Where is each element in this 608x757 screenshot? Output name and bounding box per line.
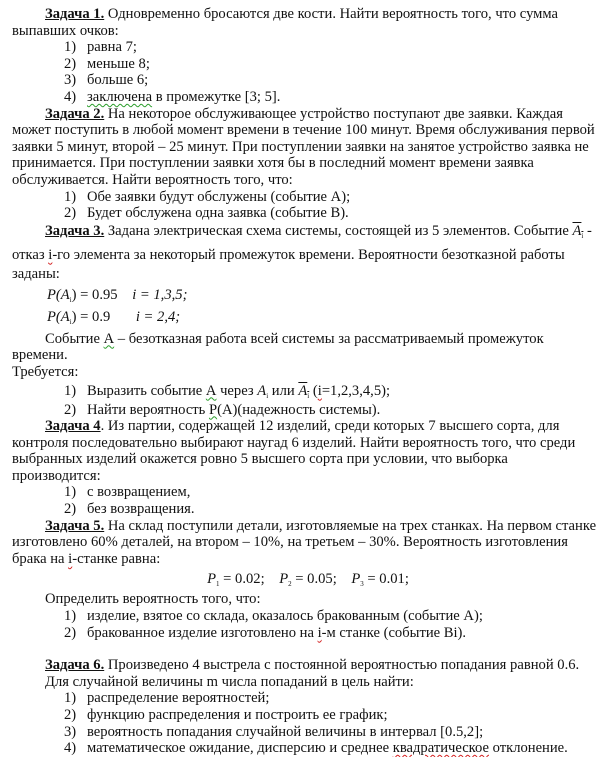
task-2-statement: Задача 2. На некоторое обслуживающее устройство поступают две заявки. Каждая может поступить в любой момент времени в течение 100 минут. Время обслуживания первой заявки 5 минут, второй – 25 минут. При поступлении заявки на занятое устройство заявка не принимается. При поступлении заявки хотя бы в последний момент времени заявка обслуживается. Найти вероятность того, что: xyxy=(12,105,595,188)
list-item: 1) равна 7; xyxy=(64,39,137,56)
spelling-mark: i xyxy=(68,550,73,567)
list-item: 1) Обе заявки будут обслужены (событие А); xyxy=(64,188,351,205)
task-6-statement: Задача 6. Произведено 4 выстрела с постоянной вероятностью попадания равной 0.6. Для случайной величины m числа попаданий в цель найти: xyxy=(45,657,580,690)
spelling-mark: i xyxy=(48,246,53,263)
spelling-mark: i xyxy=(317,382,322,399)
spacer xyxy=(0,641,608,657)
event-symbol: $A_i$ xyxy=(572,222,584,240)
task-4 xyxy=(0,418,608,518)
task-1-label: Задача 1. xyxy=(45,6,105,22)
grammar-mark: А xyxy=(205,382,217,399)
list-item: 2) меньше 8; xyxy=(64,55,150,72)
task-3 xyxy=(0,222,608,418)
formula-2: $P(A_i) = 0.9$ i = 2,4; xyxy=(47,308,181,326)
list-item: 1) Выразить событие А через $A_i$ или $A_i$ (i=1,2,3,4,5); xyxy=(64,382,391,400)
grammar-mark: Р xyxy=(208,401,218,418)
task-5-label: Задача 5. xyxy=(45,517,105,534)
task-5-list xyxy=(0,608,608,641)
grammar-mark: заключена xyxy=(87,88,153,105)
list-item: 2) бракованное изделие изготовлено на i-м станке (событие Вi). xyxy=(64,624,467,641)
list-item: 4) заключена в промежутке [3; 5]. xyxy=(64,88,281,105)
task-2 xyxy=(0,106,608,222)
list-item: 1) распределение вероятностей; xyxy=(64,690,270,707)
task-5-define: Определить вероятность того, что: xyxy=(45,591,261,608)
task-6-list xyxy=(0,690,608,756)
task-4-statement: Задача 4. Из партии, содержащей 12 изделий, среди которых 7 высшего сорта, для контроля последовательно выбирают наугад 6 изделий. Найти вероятность того, что среди выбранных изделий окажется ровно 5 высшего сорта при условии, что выборка производится: xyxy=(12,418,576,484)
task-1-statement: Задача 1. Одновременно бросаются две кости. Найти вероятность того, что сумма выпавших очков: xyxy=(12,6,559,39)
list-item: 3) больше 6; xyxy=(64,72,149,89)
list-item: 2) функцию распределения и построить ее график; xyxy=(64,707,388,723)
list-item: 2) без возвращения. xyxy=(64,501,195,518)
task-3-required: Требуется: xyxy=(12,363,79,380)
list-item: 4) математическое ожидание, дисперсию и среднее квадратическое отклонение. xyxy=(64,740,568,757)
task-3-statement: Задача 3. Задана электрическая схема системы, состоящей из 5 элементов. Событие $A_i$ - отказ i-го элемента за некоторый промежуток времени. Вероятности безотказной работы заданы: xyxy=(12,222,592,282)
task-2-list xyxy=(0,189,608,222)
list-item: 2) Будет обслужена одна заявка (событие В). xyxy=(64,205,349,222)
task-3-list xyxy=(0,381,608,419)
task-6-label: Задача 6. xyxy=(45,657,105,674)
spelling-mark: i xyxy=(317,624,322,641)
task-1-list xyxy=(0,39,608,105)
defect-probabilities: $P_1 = 0.02$; $P_2 = 0.05$; $P_3 = 0.01$; xyxy=(207,571,409,589)
list-item: 3) вероятность попадания случайной величины в интервал [0.5,2]; xyxy=(64,723,484,740)
task-4-list xyxy=(0,484,608,517)
task-3-event: Событие А – безотказная работа всей системы за рассматриваемый промежуток времени. xyxy=(12,330,544,364)
task-4-label: Задача 4 xyxy=(45,418,101,435)
task-5-statement: Задача 5. На склад поступили детали, изготовляемые на трех станках. На первом станке изготовлено 60% деталей, на втором – 10%, на третьем – 30%. Вероятность изготовления брака на i-станке равна: xyxy=(12,517,597,567)
list-item: 1) изделие, взятое со склада, оказалось бракованным (событие А); xyxy=(64,608,483,625)
task-6 xyxy=(0,657,608,757)
task-3-label: Задача 3. xyxy=(45,222,105,239)
spelling-mark: квадратическое xyxy=(392,740,489,757)
list-item: 2) Найти вероятность Р(А)(надежность системы). xyxy=(64,401,381,418)
task-5 xyxy=(0,518,608,642)
grammar-mark: А xyxy=(103,330,115,347)
formula-1: $P(A_i) = 0.95$ i = 1,3,5; xyxy=(47,286,188,304)
task-2-label: Задача 2. xyxy=(45,105,105,122)
task-1 xyxy=(0,6,608,106)
list-item: 1) с возвращением, xyxy=(64,484,191,501)
